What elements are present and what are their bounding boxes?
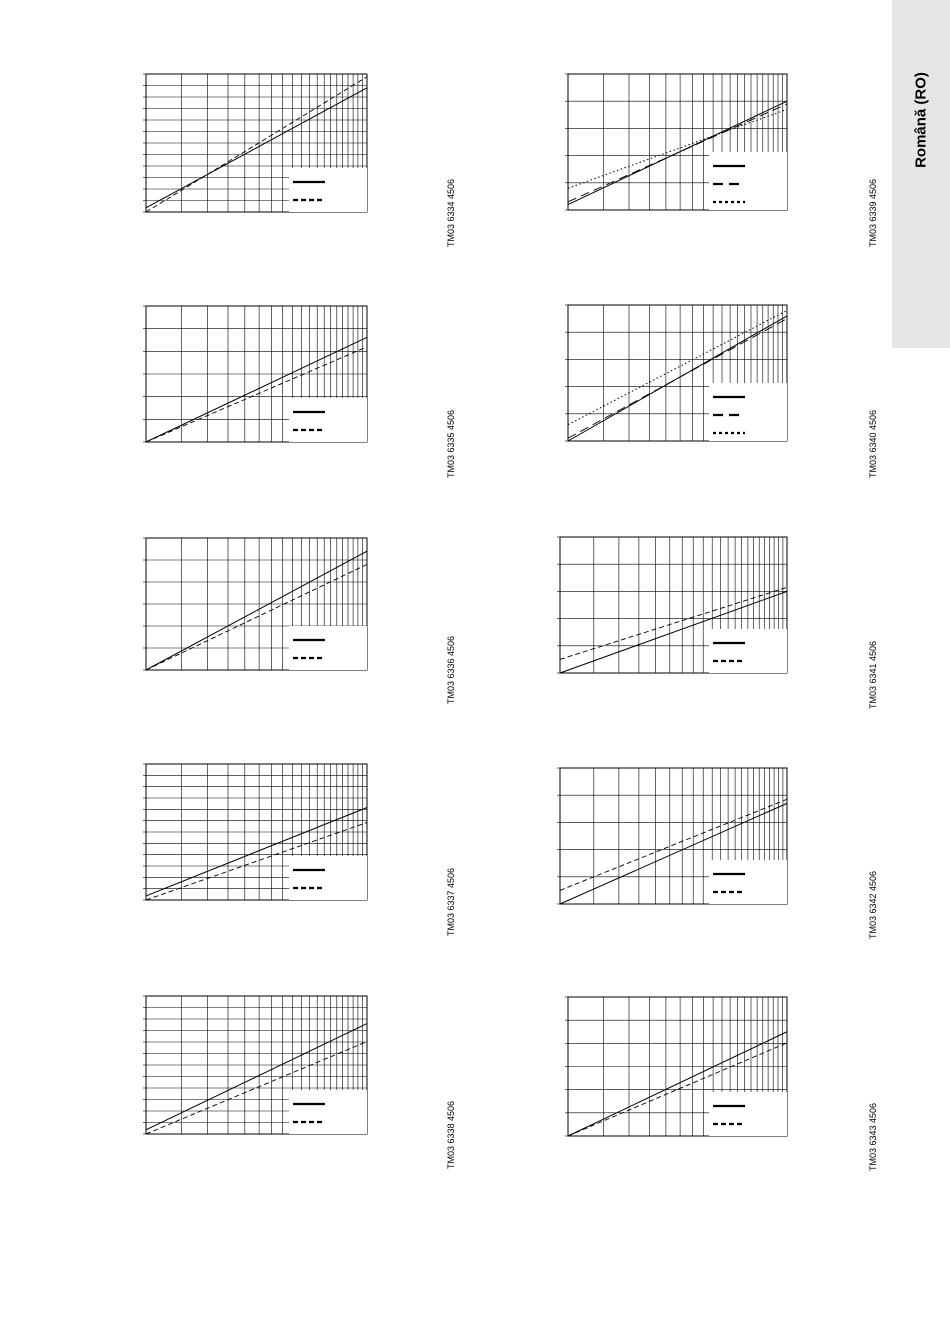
legend-box xyxy=(289,398,367,442)
chart-8 xyxy=(560,537,787,673)
drawing-code: TM03 6339 4506 xyxy=(868,178,878,248)
drawing-code: TM03 6337 4506 xyxy=(446,867,456,937)
drawing-code: TM03 6340 4506 xyxy=(868,409,878,479)
drawing-code: TM03 6334 4506 xyxy=(446,178,456,248)
chart-1 xyxy=(146,74,367,212)
drawing-code: TM03 6342 4506 xyxy=(868,870,878,940)
chart-3 xyxy=(146,538,367,670)
language-label: Română (RO) xyxy=(912,72,930,168)
legend-box xyxy=(709,860,787,904)
legend-box xyxy=(289,626,367,670)
chart-2 xyxy=(146,306,367,442)
drawing-code: TM03 6341 4506 xyxy=(868,640,878,710)
chart-4 xyxy=(146,764,367,900)
legend-box xyxy=(289,1090,367,1134)
language-tab xyxy=(892,0,950,348)
chart-7 xyxy=(568,305,787,441)
drawing-code: TM03 6343 4506 xyxy=(868,1102,878,1172)
drawing-code: TM03 6336 4506 xyxy=(446,635,456,705)
legend-box xyxy=(289,168,367,212)
legend-box xyxy=(709,1092,787,1136)
chart-6 xyxy=(568,74,787,210)
legend-box xyxy=(289,856,367,900)
chart-9 xyxy=(560,768,787,904)
chart-5 xyxy=(146,996,367,1134)
drawing-code: TM03 6338 4506 xyxy=(446,1100,456,1170)
chart-10 xyxy=(568,997,787,1136)
drawing-code: TM03 6335 4506 xyxy=(446,409,456,479)
legend-box xyxy=(709,629,787,673)
